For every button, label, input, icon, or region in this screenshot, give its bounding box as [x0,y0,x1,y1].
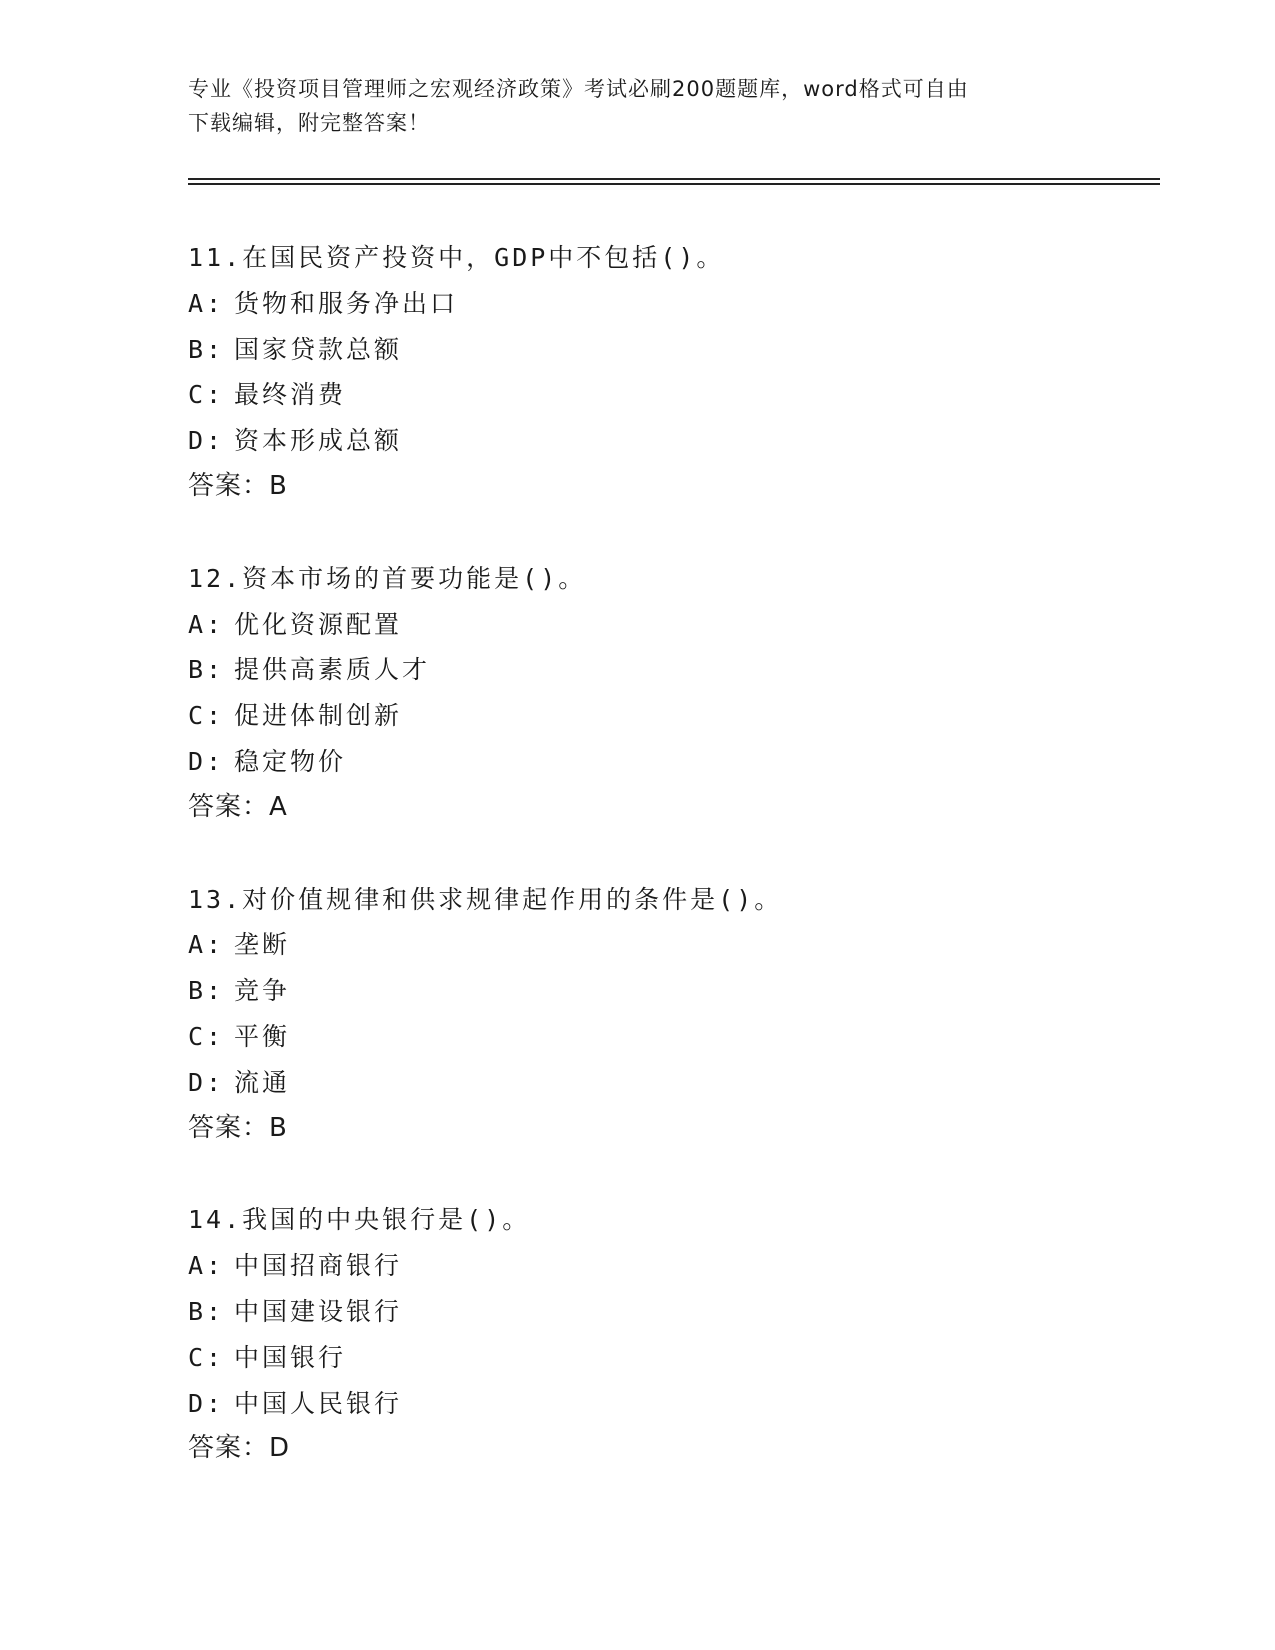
option-text: 中国人民银行 [234,1388,403,1418]
question-stem: 14.我国的中央银行是()。 [188,1205,531,1235]
header-line-2: 下载编辑，附完整答案！ [188,111,430,135]
option-a [188,1243,1148,1289]
option-b [188,1289,1148,1335]
answer: 答案：D [188,1433,291,1464]
header-divider-top [188,178,1160,180]
option-letter: C: [188,1342,225,1372]
option-letter: B: [188,1296,225,1326]
option-text: 优化资源配置 [234,609,403,639]
option-b [188,968,1148,1014]
option-b [188,647,1148,693]
option-letter: D: [188,1388,225,1418]
option-text: 货物和服务净出口 [234,288,459,318]
option-letter: A: [188,609,225,639]
option-a [188,602,1148,648]
option-letter: B: [188,976,225,1006]
option-text: 垄断 [234,930,291,960]
option-a [188,922,1148,968]
option-letter: A: [188,288,225,318]
option-letter: B: [188,655,225,685]
option-b [188,327,1148,373]
answer: 答案：A [188,791,288,822]
option-text: 中国银行 [234,1342,347,1372]
question-11 [188,235,1148,510]
option-d [188,1060,1148,1106]
option-text: 平衡 [234,1021,291,1051]
question-list [188,235,1148,1518]
document-header [188,72,1088,140]
option-d [188,1381,1148,1427]
answer: 答案：B [188,470,288,501]
option-letter: C: [188,1021,225,1051]
option-c [188,1335,1148,1381]
option-text: 流通 [234,1067,291,1097]
option-letter: A: [188,930,225,960]
question-13 [188,877,1148,1152]
option-letter: D: [188,1067,225,1097]
question-stem: 12.资本市场的首要功能是()。 [188,563,587,593]
option-text: 中国建设银行 [234,1296,403,1326]
option-text: 最终消费 [234,380,347,410]
option-c [188,693,1148,739]
option-d [188,739,1148,785]
option-letter: B: [188,334,225,364]
option-a [188,281,1148,327]
option-text: 促进体制创新 [234,701,403,731]
option-text: 中国招商银行 [234,1251,403,1281]
question-stem: 11.在国民资产投资中，GDP中不包括()。 [188,243,725,272]
header-line-1: 专业《投资项目管理师之宏观经济政策》考试必刷200题题库，word格式可自由 [188,77,969,101]
option-text: 提供高素质人才 [234,655,431,685]
option-letter: C: [188,380,225,410]
option-text: 稳定物价 [234,746,347,776]
question-stem: 13.对价值规律和供求规律起作用的条件是()。 [188,884,783,914]
option-d [188,418,1148,464]
option-c [188,1014,1148,1060]
question-14 [188,1197,1148,1472]
header-divider-bottom [188,183,1160,185]
option-letter: D: [188,746,225,776]
option-letter: C: [188,701,225,731]
option-letter: A: [188,1251,225,1281]
option-letter: D: [188,426,225,456]
option-text: 资本形成总额 [234,426,403,456]
option-text: 国家贷款总额 [234,334,403,364]
answer: 答案：B [188,1112,288,1143]
option-text: 竞争 [234,976,291,1006]
question-12 [188,556,1148,831]
option-c [188,372,1148,418]
